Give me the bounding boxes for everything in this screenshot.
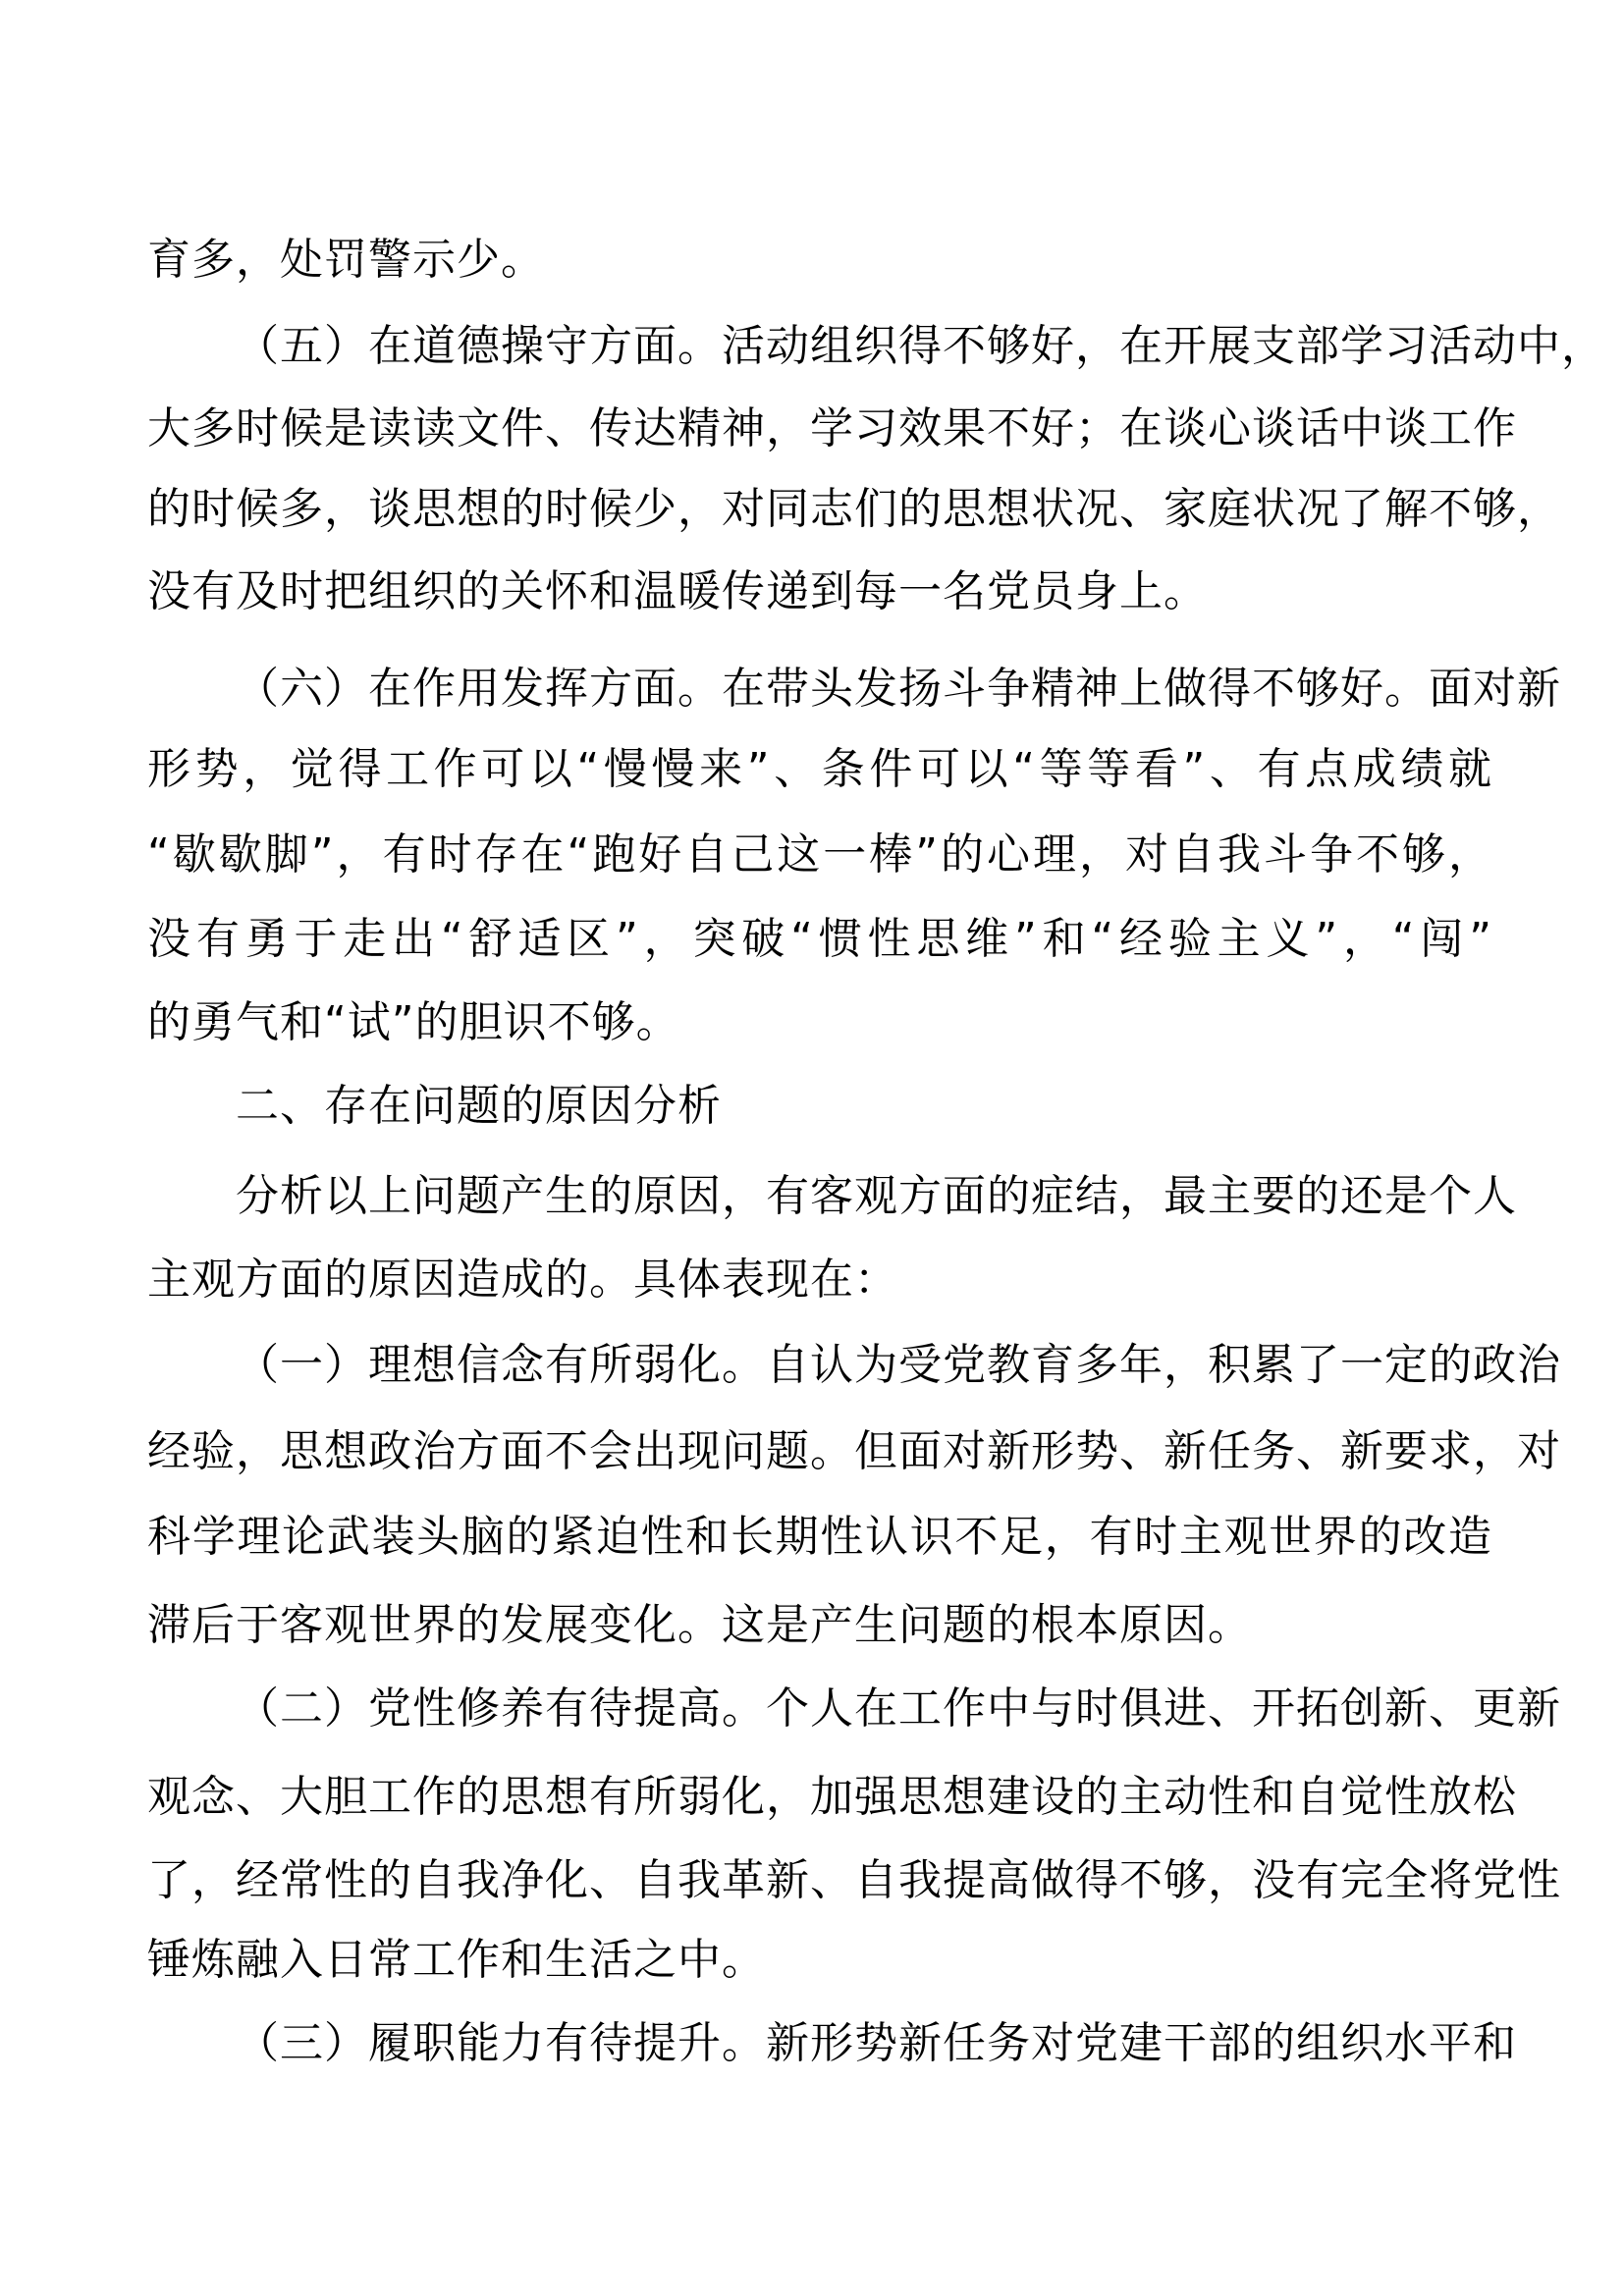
text-line: 科学理论武装头脑的紧迫性和长期性认识不足，有时主观世界的改造 <box>147 1512 1492 1562</box>
text-line: 了，经常性的自我净化、自我革新、自我提高做得不够，没有完全将党性 <box>147 1855 1561 1905</box>
text-line: 经验，思想政治方面不会出现问题。但面对新形势、新任务、新要求，对 <box>147 1426 1561 1476</box>
text-line: 的时候多，谈思想的时候少，对同志们的思想状况、家庭状况了解不够， <box>147 484 1561 534</box>
text-line: 的勇气和“试”的胆识不够。 <box>147 997 680 1047</box>
paragraph-heading-2: （二）党性修养有待提高。个人在工作中与时俱进、开拓创新、更新 <box>236 1683 1561 1734</box>
text-line: 锤炼融入日常工作和生活之中。 <box>147 1935 766 1985</box>
text-line: 分析以上问题产生的原因，有客观方面的症结，最主要的还是个人 <box>236 1171 1517 1221</box>
text-line: 观念、大胆工作的思想有所弱化，加强思想建设的主动性和自觉性放松 <box>147 1772 1517 1822</box>
paragraph-heading-5: （五）在道德操守方面。活动组织得不够好，在开展支部学习活动中， <box>236 321 1605 371</box>
text-line: 没有勇于走出“舒适区”，突破“惯性思维”和“经验主义”，“闯” <box>147 914 1492 964</box>
text-line: 主观方面的原因造成的。具体表现在： <box>147 1255 898 1305</box>
paragraph-heading-3: （三）履职能力有待提升。新形势新任务对党建干部的组织水平和 <box>236 2018 1517 2068</box>
text-line: 滞后于客观世界的发展变化。这是产生问题的根本原因。 <box>147 1600 1252 1650</box>
text-line: 没有及时把组织的关怀和温暖传递到每一名党员身上。 <box>147 566 1208 616</box>
text-line: “歇歇脚”，有时存在“跑好自己这一棒”的心理，对自我斗争不够， <box>147 829 1492 880</box>
text-line: 育多，处罚警示少。 <box>147 235 545 285</box>
paragraph-heading-6: （六）在作用发挥方面。在带头发扬斗争精神上做得不够好。面对新 <box>236 664 1561 714</box>
text-line: 形势，觉得工作可以“慢慢来”、条件可以“等等看”、有点成绩就 <box>147 744 1492 794</box>
text-line: 大多时候是读读文件、传达精神，学习效果不好；在谈心谈话中谈工作 <box>147 403 1517 454</box>
section-heading-2: 二、存在问题的原因分析 <box>236 1081 722 1131</box>
paragraph-heading-1: （一）理想信念有所弱化。自认为受党教育多年，积累了一定的政治 <box>236 1340 1561 1390</box>
